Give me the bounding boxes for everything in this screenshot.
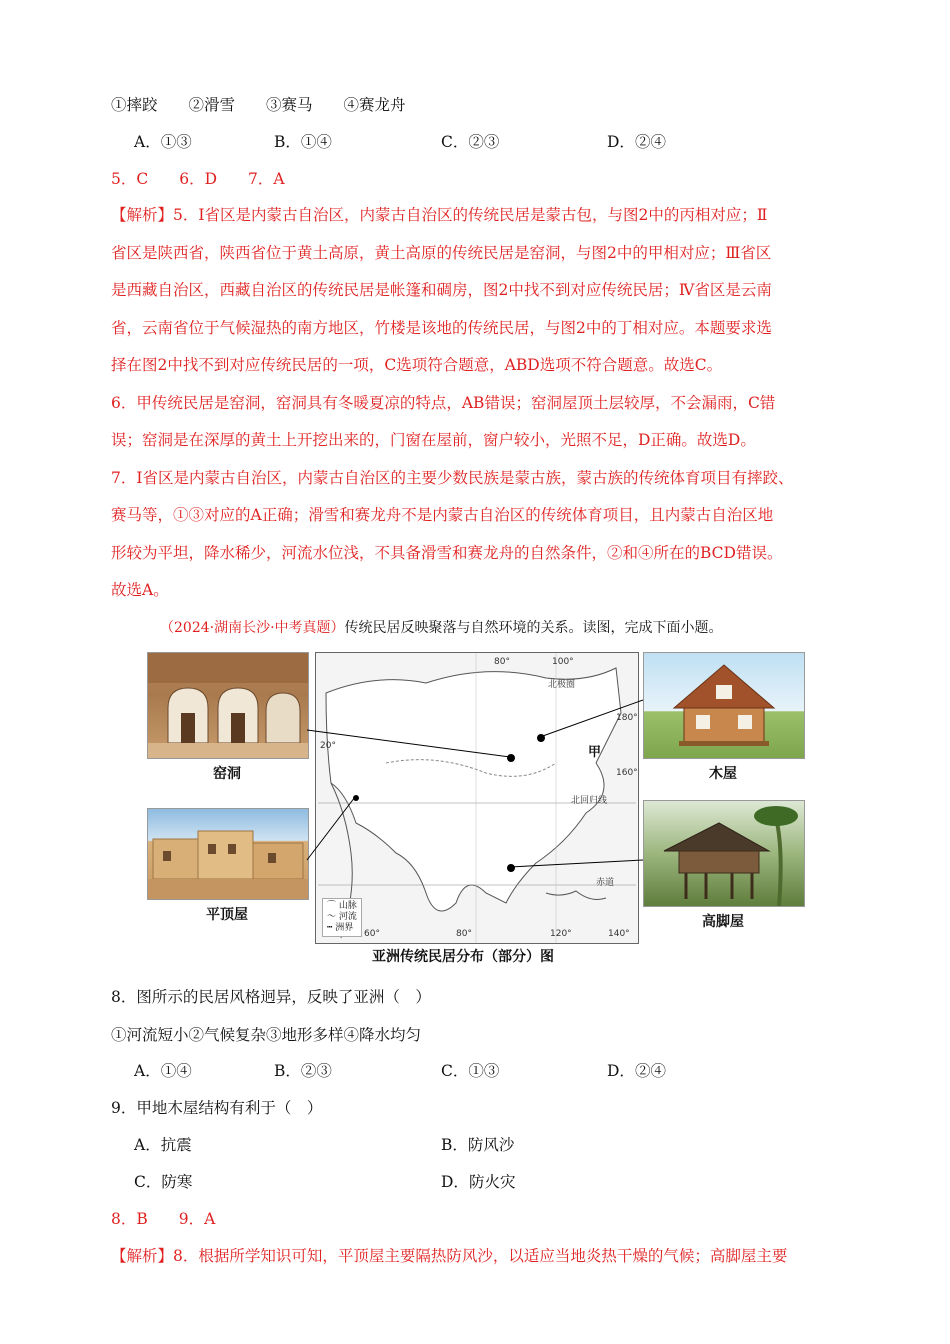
source-text: 传统民居反映聚落与自然环境的关系。读图，完成下面小题。: [344, 620, 723, 636]
q7-option-c: C．②③: [441, 133, 500, 151]
legend-boundary: ┅ 洲界: [327, 923, 354, 933]
yaodong-caption: 窑洞: [213, 766, 241, 782]
map-label-lat-20: 20°: [320, 741, 336, 751]
pingdingwu-caption: 平顶屋: [206, 907, 248, 923]
q7-items: ①摔跤 ②滑雪 ③赛马 ④赛龙舟: [111, 96, 406, 114]
map-title: 亚洲传统民居分布（部分）图: [372, 949, 554, 965]
q9-option-c: C．防寒: [134, 1173, 193, 1191]
map-label-lon-160: 160°: [616, 768, 638, 778]
analysis-line: 8．根据所学知识可知，平顶屋主要隔热防风沙，以适应当地炎热干燥的气候；高脚屋主要: [173, 1247, 788, 1265]
map-label-lon-80-bottom: 80°: [456, 929, 472, 939]
q8-option-c: C．①③: [441, 1062, 500, 1080]
legend-mountain: ⌒ 山脉: [327, 901, 357, 911]
analysis-line: 省，云南省位于气候湿热的南方地区，竹楼是该地的传统民居，与图2中的丁相对应。本题要求选: [111, 318, 772, 337]
analysis-8: [111, 1245, 787, 1267]
map-label-lon-120-bottom: 120°: [550, 929, 572, 939]
analysis-line: 5．Ⅰ省区是内蒙古自治区，内蒙古自治区的传统民居是蒙古包，与图2中的丙相对应；Ⅱ: [173, 206, 768, 224]
q9-option-d: D．防火灾: [441, 1173, 516, 1191]
q9-option-a: A．抗震: [134, 1136, 192, 1154]
map-label-tropic: 北回归线: [571, 796, 608, 806]
map-label-lon-100-top: 100°: [552, 657, 574, 667]
muwu-caption: 木屋: [709, 766, 737, 782]
map-label-equator: 赤道: [596, 878, 615, 888]
q9-stem: 9．甲地木屋结构有利于（ ）: [111, 1099, 323, 1117]
map-label-lon-80-top: 80°: [494, 657, 510, 667]
analysis-line: 形较为平坦，降水稀少，河流水位浅，不具备滑雪和赛龙舟的自然条件，②和④所在的BCD错误。: [111, 543, 783, 562]
map-label-lon-60-bottom: 60°: [364, 929, 380, 939]
q7-option-d: D．②④: [607, 133, 666, 151]
answers-5-7: 5．C 6．D 7．A: [111, 170, 285, 188]
analysis-line: 7．Ⅰ省区是内蒙古自治区，内蒙古自治区的主要少数民族是蒙古族，蒙古族的传统体育项目有摔跤、: [111, 468, 794, 487]
map-label-lon-140-bottom: 140°: [608, 929, 630, 939]
q8-option-b: B．②③: [274, 1062, 332, 1080]
q8-option-d: D．②④: [607, 1062, 666, 1080]
analysis-line: 误；窑洞是在深厚的黄土上开挖出来的，门窗在屋前，窗户较小，光照不足，D正确。故选D。: [111, 431, 756, 449]
legend-river: ～ 河流: [327, 912, 357, 922]
analysis-line: 故选A。: [111, 581, 169, 599]
gaojiaowu-caption: 高脚屋: [702, 914, 744, 930]
analysis-line: 是西藏自治区，西藏自治区的传统民居是帐篷和碉房，图2中找不到对应传统民居；Ⅳ省区是云南: [111, 281, 772, 299]
analysis-line: 择在图2中找不到对应传统民居的一项，C选项符合题意，ABD选项不符合题意。故选C。: [111, 356, 723, 374]
q8-option-a: A．①④: [134, 1062, 192, 1080]
analysis-line: 6．甲传统民居是窑洞，窑洞具有冬暖夏凉的特点，AB错误；窑洞屋顶土层较厚，不会漏雨，C错: [111, 393, 776, 412]
analysis-tag: 【解析】: [111, 206, 174, 224]
map-label-arctic: 北极圈: [548, 680, 576, 690]
q8-items: ①河流短小②气候复杂③地形多样④降水均匀: [111, 1026, 422, 1044]
source-tag: （2024·湖南长沙·中考真题）: [160, 620, 345, 636]
analysis-line: 赛马等，①③对应的A正确；滑雪和赛龙舟不是内蒙古自治区的传统体育项目，且内蒙古自治区地: [111, 506, 774, 524]
q7-option-a: A．①③: [134, 133, 192, 151]
analysis-tag: 【解析】: [111, 1247, 174, 1265]
q8-stem: 8．图所示的民居风格迥异，反映了亚洲（ ）: [111, 988, 431, 1006]
q9-option-b: B．防风沙: [441, 1136, 515, 1154]
analysis-line: 省区是陕西省，陕西省位于黄土高原，黄土高原的传统民居是窑洞，与图2中的甲相对应；Ⅲ省区: [111, 243, 772, 262]
answers-8-9: 8．B 9．A: [111, 1210, 216, 1228]
map-label-jia: 甲: [588, 745, 602, 760]
q7-option-b: B．①④: [274, 133, 332, 151]
map-label-lon-180: 180°: [616, 713, 638, 723]
